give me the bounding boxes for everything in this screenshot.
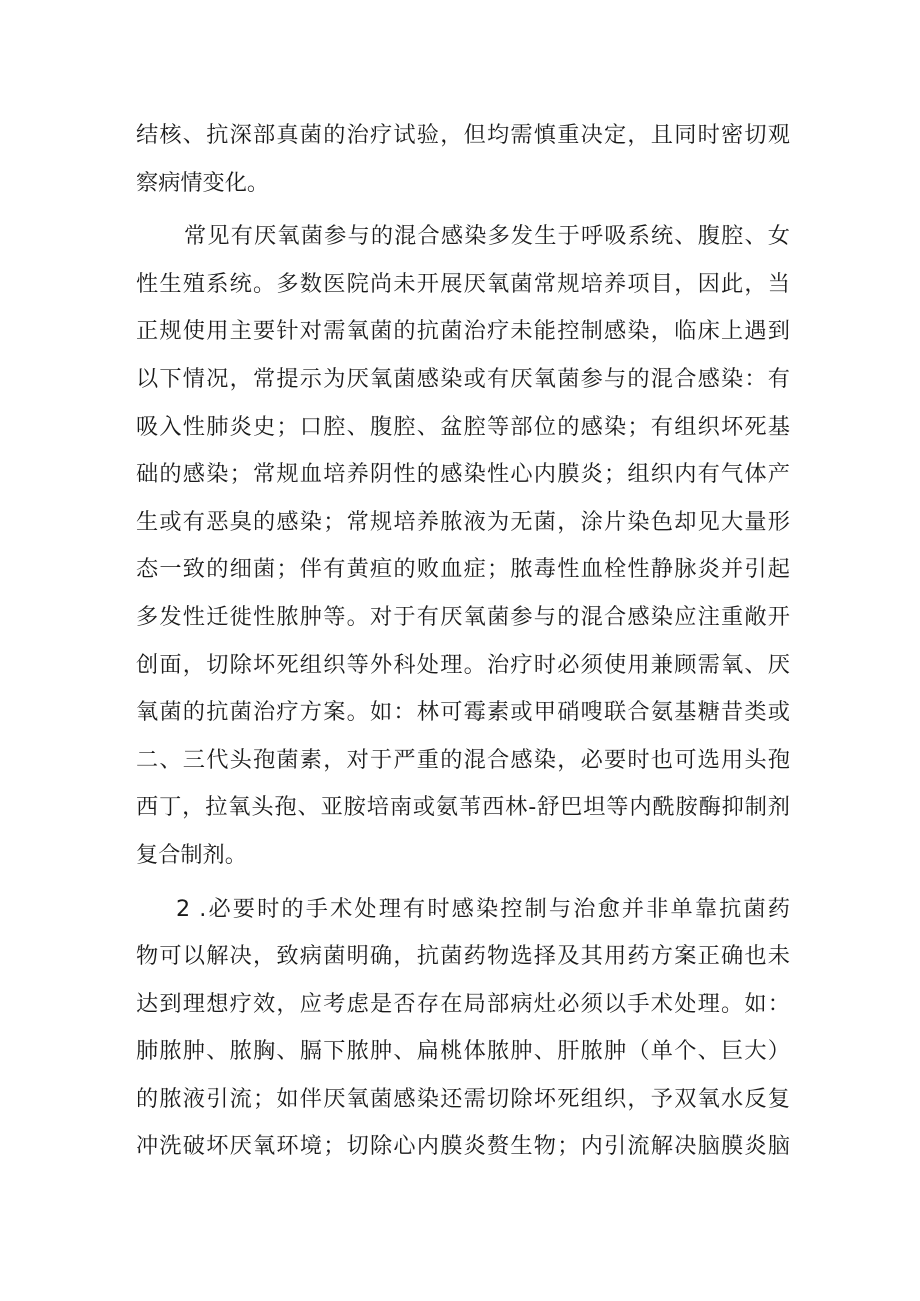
paragraph	[136, 112, 790, 207]
text-line: 氧菌的抗菌治疗方案。如：林可霉素或甲硝嗖联合氨基糖昔类或	[136, 699, 790, 726]
text-line: 创面，切除坏死组织等外科处理。治疗时必须使用兼顾需氧、厌	[136, 651, 790, 678]
document-page	[136, 112, 790, 1171]
text-line: 察病情变化。	[136, 169, 270, 196]
text-line: 多发性迁徙性脓肿等。对于有厌氧菌参与的混合感染应注重敞开	[136, 603, 790, 630]
paragraph	[136, 886, 790, 1172]
text-line: 物可以解决，致病菌明确，抗菌药物选择及其用药方案正确也未	[136, 943, 790, 970]
text-line: 复合制剂。	[136, 841, 247, 868]
text-line: 结核、抗深部真菌的治疗试验，但均需慎重决定，且同时密切观	[136, 122, 790, 148]
text-line: 础的感染；常规血培养阴性的感染性心内膜炎；组织内有气体产	[136, 461, 790, 488]
text-line: 以下情况，常提示为厌氧菌感染或有厌氧菌参与的混合感染：有	[136, 365, 790, 392]
text-line: 吸入性肺炎史；口腔、腹腔、盆腔等部位的感染；有组织坏死基	[136, 413, 790, 440]
text-line: 正规使用主要针对需氧菌的抗菌治疗未能控制感染，临床上遇到	[136, 318, 790, 345]
text-line: 肺脓肿、脓胸、膈下脓肿、扁桃体脓肿、肝脓肿（单个、巨大）	[136, 1038, 790, 1065]
text-line: 二、三代头孢菌素，对于严重的混合感染，必要时也可选用头孢	[136, 746, 790, 773]
text-line: 冲洗破坏厌氧环境；切除心内膜炎赘生物；内引流解决脑膜炎脑	[136, 1133, 790, 1160]
text-line: 西丁，拉氧头孢、亚胺培南或氨苇西林-舒巴坦等内酰胺酶抑制剂	[136, 794, 790, 821]
text-line: 2 .必要时的手术处理有时感染控制与治愈并非单靠抗菌药	[176, 895, 790, 922]
text-line: 生或有恶臭的感染；常规培养脓液为无菌，涂片染色却见大量形	[136, 508, 790, 535]
paragraph	[136, 213, 790, 879]
text-line: 达到理想疗效，应考虑是否存在局部病灶必须以手术处理。如：	[136, 990, 790, 1017]
text-line: 常见有厌氧菌参与的混合感染多发生于呼吸系统、腹腔、女	[184, 223, 790, 250]
text-line: 性生殖系统。多数医院尚未开展厌氧菌常规培养项目，因此，当	[136, 270, 790, 297]
text-line: 态一致的细菌；伴有黄疸的败血症；脓毒性血栓性静脉炎并引起	[136, 556, 790, 583]
text-line: 的脓液引流；如伴厌氧菌感染还需切除坏死组织，予双氧水反复	[136, 1085, 790, 1112]
